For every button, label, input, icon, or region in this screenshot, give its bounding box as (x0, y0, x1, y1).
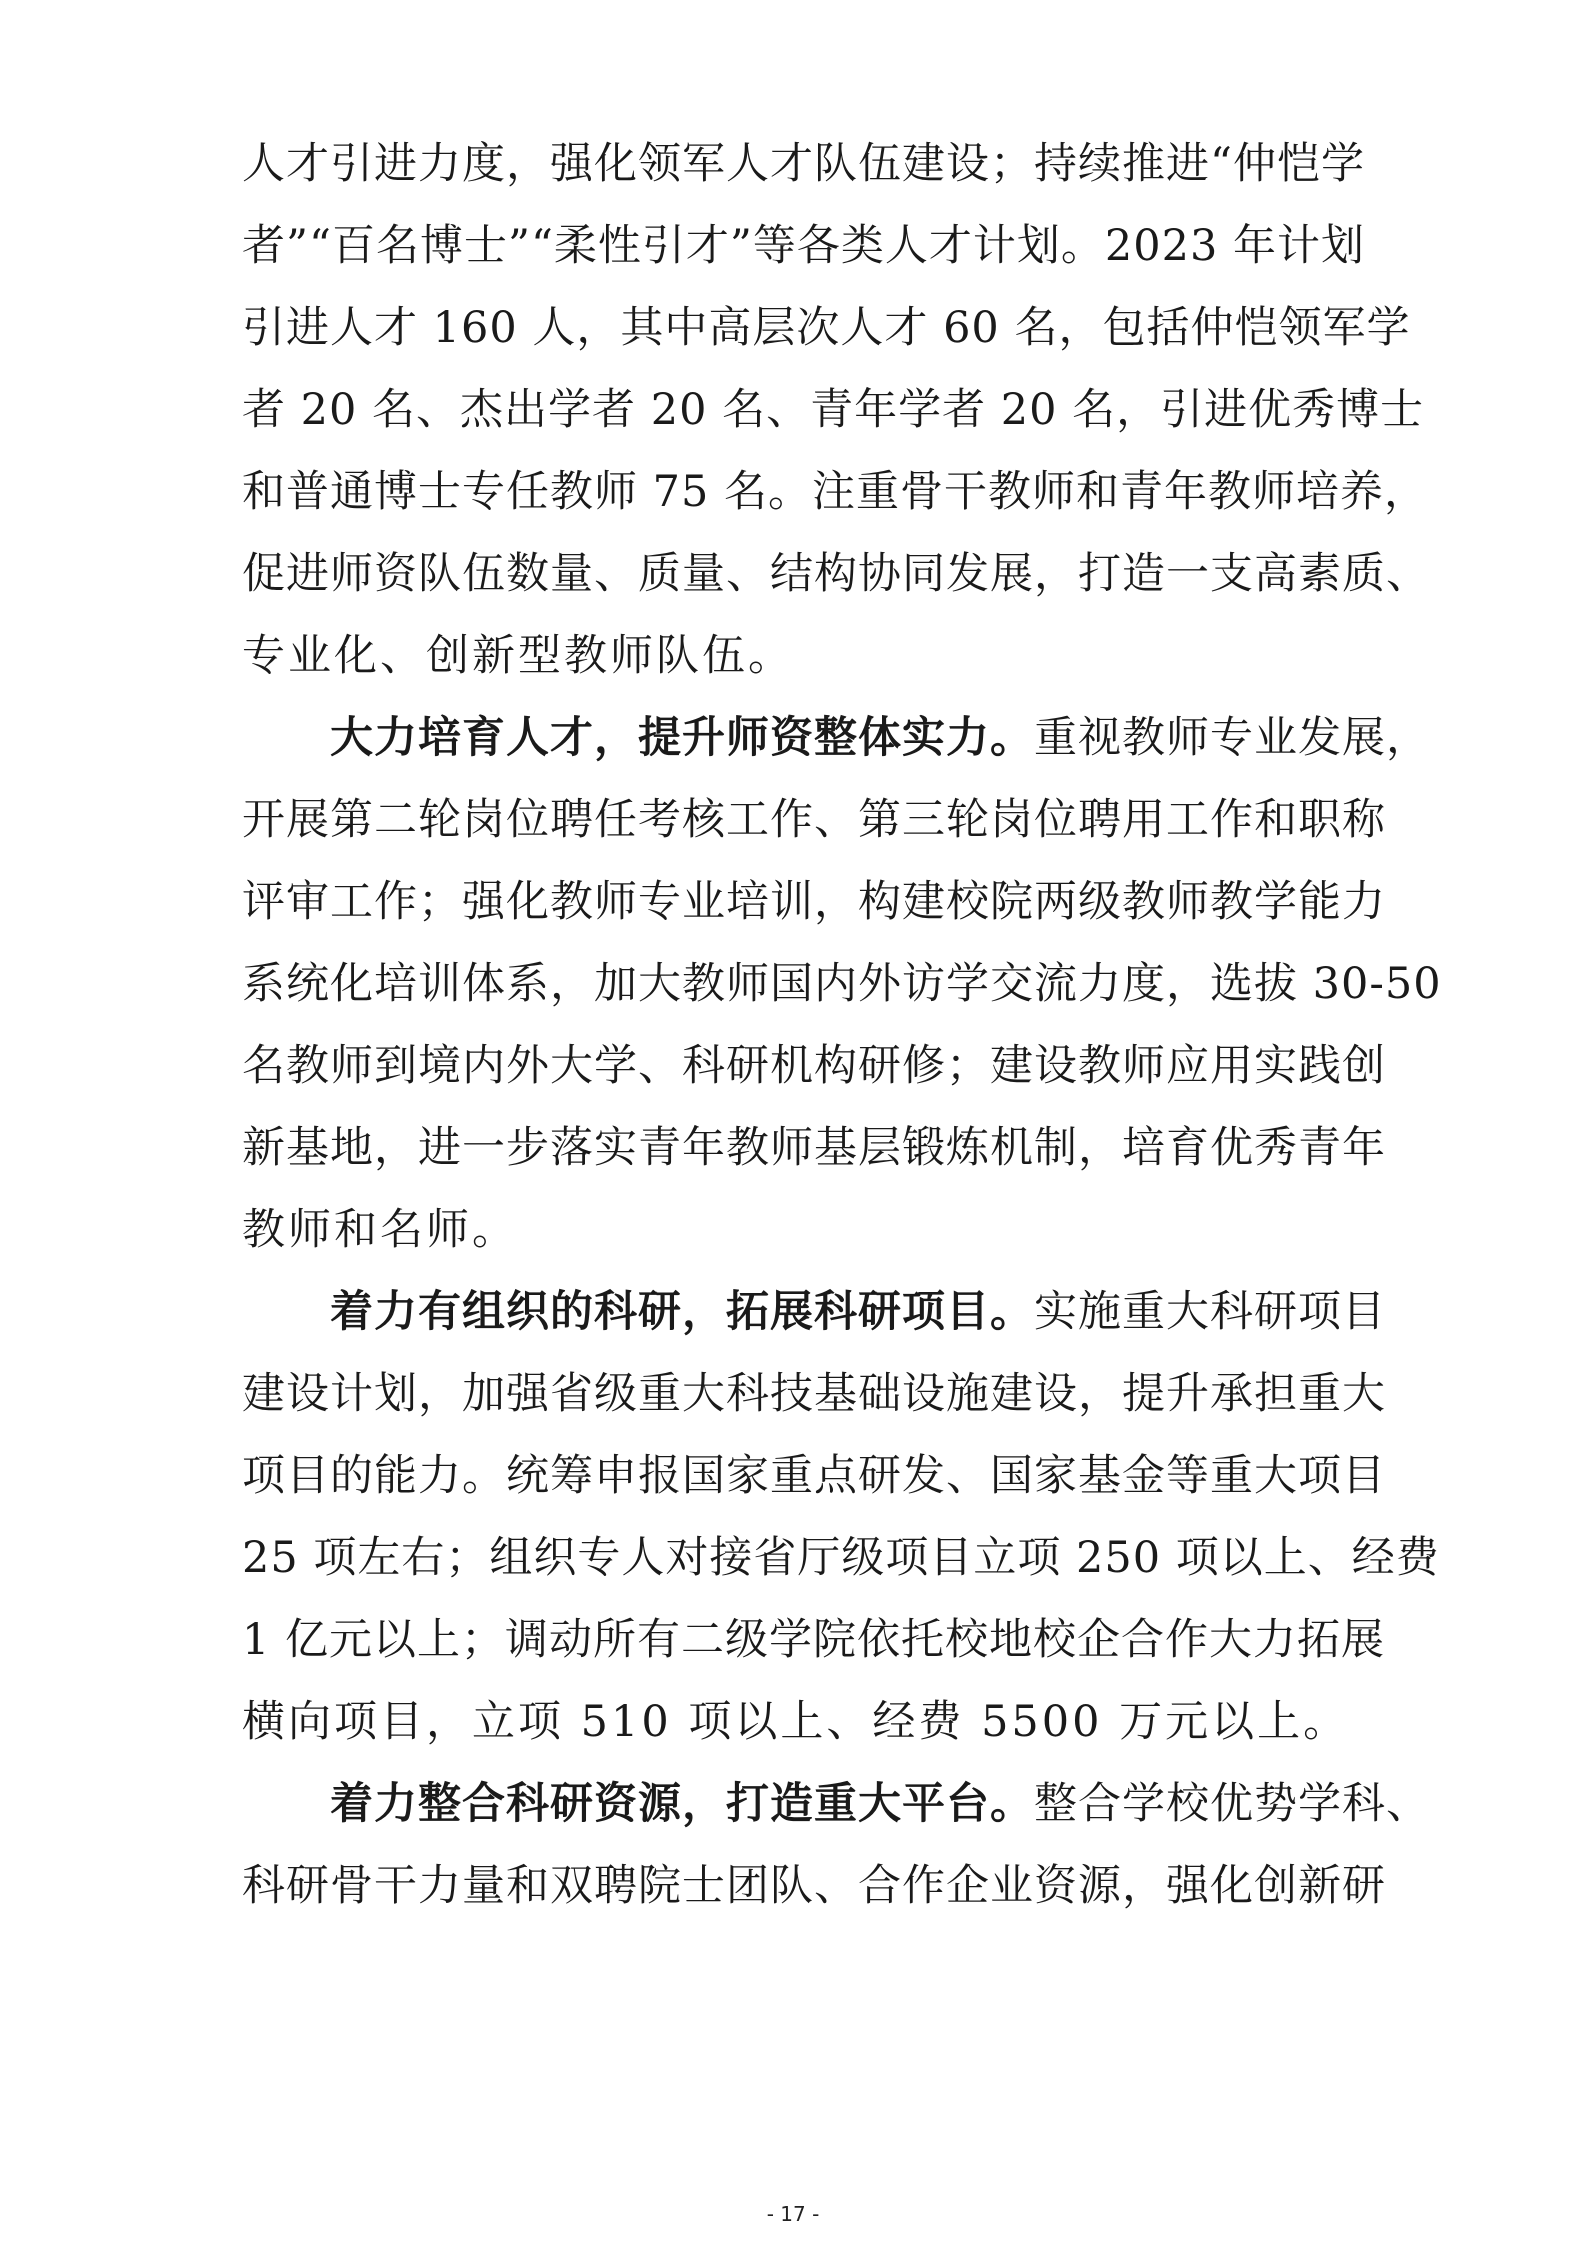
paragraph-first-line (330, 1779, 1430, 1829)
body-text: 重视教师专业发展， (1034, 713, 1430, 763)
body-line: 开展第二轮岗位聘任考核工作、第三轮岗位聘用工作和职称 (242, 795, 1386, 845)
body-line: 名教师到境内外大学、科研机构研修；建设教师应用实践创 (242, 1041, 1386, 1091)
body-line: 评审工作；强化教师专业培训，构建校院两级教师教学能力 (242, 877, 1386, 927)
body-line: 者 20 名、杰出学者 20 名、青年学者 20 名，引进优秀博士 (242, 385, 1425, 435)
paragraph-lead: 着力整合科研资源，打造重大平台。 (330, 1779, 1034, 1829)
body-line: 25 项左右；组织专人对接省厅级项目立项 250 项以上、经费 (242, 1533, 1440, 1583)
body-line: 建设计划，加强省级重大科技基础设施建设，提升承担重大 (242, 1369, 1386, 1419)
body-line: 横向项目，立项 510 项以上、经费 5500 万元以上。 (242, 1697, 1350, 1747)
paragraph-first-line (330, 713, 1430, 763)
body-text: 实施重大科研项目 (1034, 1287, 1386, 1337)
body-line: 新基地，进一步落实青年教师基层锻炼机制，培育优秀青年 (242, 1123, 1386, 1173)
body-line: 项目的能力。统筹申报国家重点研发、国家基金等重大项目 (242, 1451, 1386, 1501)
body-line: 教师和名师。 (242, 1205, 518, 1255)
body-line: 系统化培训体系，加大教师国内外访学交流力度，选拔 30-50 (242, 959, 1442, 1009)
body-line: 和普通博士专任教师 75 名。注重骨干教师和青年教师培养， (242, 467, 1429, 517)
body-line: 引进人才 160 人，其中高层次人才 60 名，包括仲恺领军学 (242, 303, 1411, 353)
paragraph-lead: 着力有组织的科研，拓展科研项目。 (330, 1287, 1034, 1337)
body-line: 人才引进力度，强化领军人才队伍建设；持续推进“仲恺学 (242, 139, 1365, 189)
body-line: 专业化、创新型教师队伍。 (242, 631, 794, 681)
paragraph-first-line (330, 1287, 1386, 1337)
body-line: 促进师资队伍数量、质量、结构协同发展，打造一支高素质、 (242, 549, 1430, 599)
body-line: 1 亿元以上；调动所有二级学院依托校地校企合作大力拓展 (242, 1615, 1386, 1665)
body-line: 者”“百名博士”“柔性引才”等各类人才计划。2023 年计划 (242, 221, 1366, 271)
body-line: 科研骨干力量和双聘院士团队、合作企业资源，强化创新研 (242, 1861, 1386, 1911)
paragraph-lead: 大力培育人才，提升师资整体实力。 (330, 713, 1034, 763)
page-number: - 17 - (766, 2202, 820, 2226)
body-text: 整合学校优势学科、 (1034, 1779, 1430, 1829)
